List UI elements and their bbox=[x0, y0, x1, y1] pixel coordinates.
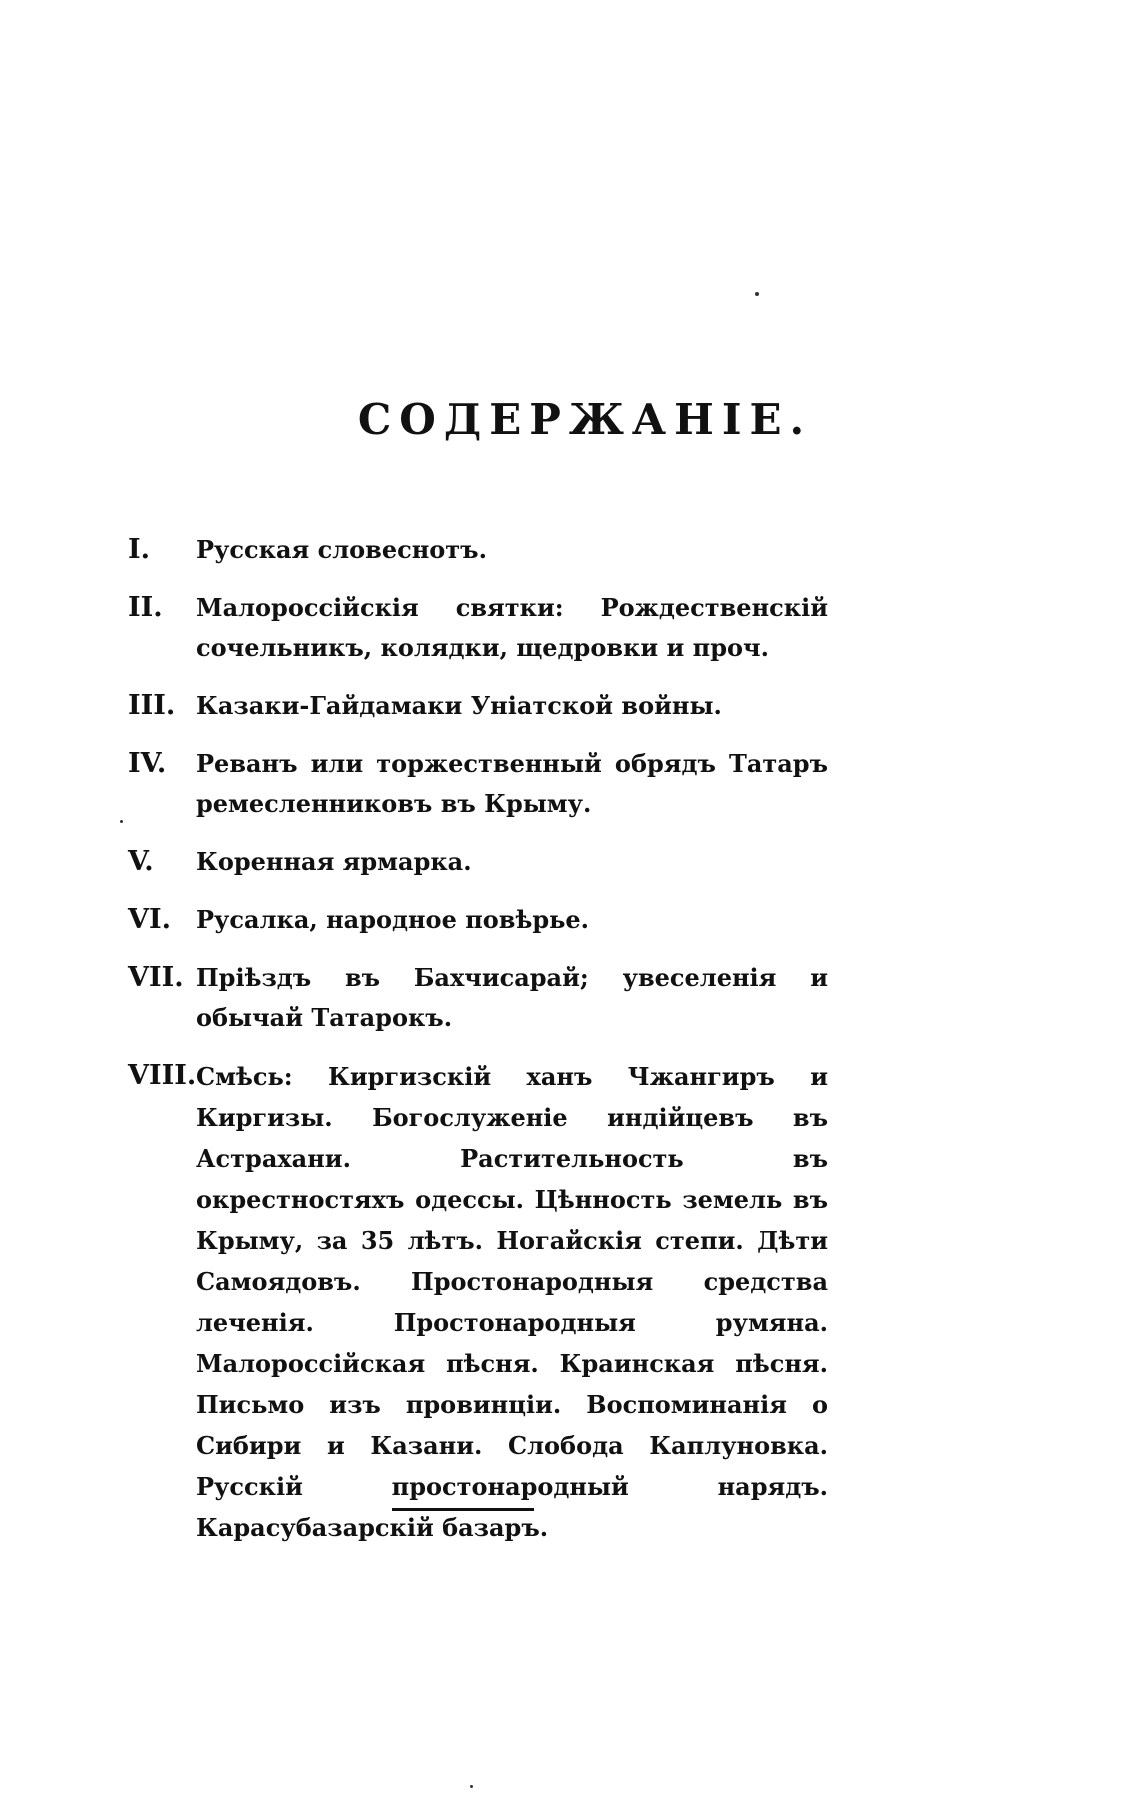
end-rule bbox=[392, 1508, 534, 1511]
toc-entry-text: Реванъ или торжественный обрядъ Татаръ ремесленниковъ въ Крыму. bbox=[196, 749, 828, 818]
page-title: СОДЕРЖАНІЕ. bbox=[357, 395, 813, 444]
scan-speck bbox=[470, 1785, 473, 1788]
toc-entry-text: Малороссійскія святки: Рождественскій сочельникъ, колядки, щедровки и проч. bbox=[196, 593, 828, 662]
toc-entry bbox=[128, 842, 828, 882]
toc-entry bbox=[128, 530, 828, 570]
toc-entry-number: II. bbox=[128, 592, 163, 623]
toc-entry bbox=[128, 1056, 828, 1548]
toc-entry-number: IV. bbox=[128, 748, 167, 779]
toc-entry bbox=[128, 958, 828, 1038]
toc-entry-number: I. bbox=[128, 534, 151, 565]
toc-entry-text: Смѣсь: Киргизскій ханъ Чжангиръ и Киргизы. Богослуженіе индійцевъ въ Астрахани. Растительность въ окрестностяхъ одессы. Цѣнность земель въ Крыму, за 35 лѣтъ. Ногайскія степи. Дѣти Самоядовъ. Простонародныя средства леченія. Простонародныя румяна. Малороссійская пѣсня. Краинская пѣсня. Письмо изъ провинціи. Воспоминанія о Сибири и Казани. Слобода Каплуновка. Русскій простонародный нарядъ. Карасубазарскій базаръ. bbox=[196, 1062, 828, 1542]
toc-entry-text: Казаки-Гайдамаки Унiатской войны. bbox=[196, 691, 722, 720]
toc-entry-number: V. bbox=[128, 846, 154, 877]
toc-entry-text: Русская словеснотъ. bbox=[196, 535, 487, 564]
table-of-contents bbox=[128, 530, 828, 1566]
scan-speck bbox=[755, 292, 759, 296]
toc-entry-number: III. bbox=[128, 690, 176, 721]
toc-entry bbox=[128, 686, 828, 726]
toc-entry bbox=[128, 900, 828, 940]
toc-entry-number: VII. bbox=[128, 962, 184, 993]
toc-entry-number: VIII. bbox=[128, 1060, 197, 1091]
toc-entry-text: Коренная ярмарка. bbox=[196, 847, 472, 876]
toc-entry bbox=[128, 588, 828, 668]
toc-entry-text: Русалка, народное повѣрье. bbox=[196, 905, 590, 934]
toc-entry-number: VI. bbox=[128, 904, 171, 935]
toc-entry bbox=[128, 744, 828, 824]
scan-speck bbox=[120, 820, 123, 823]
toc-entry-text: Пріѣздъ въ Бахчисарай; увеселенія и обычай Татарокъ. bbox=[196, 963, 828, 1032]
